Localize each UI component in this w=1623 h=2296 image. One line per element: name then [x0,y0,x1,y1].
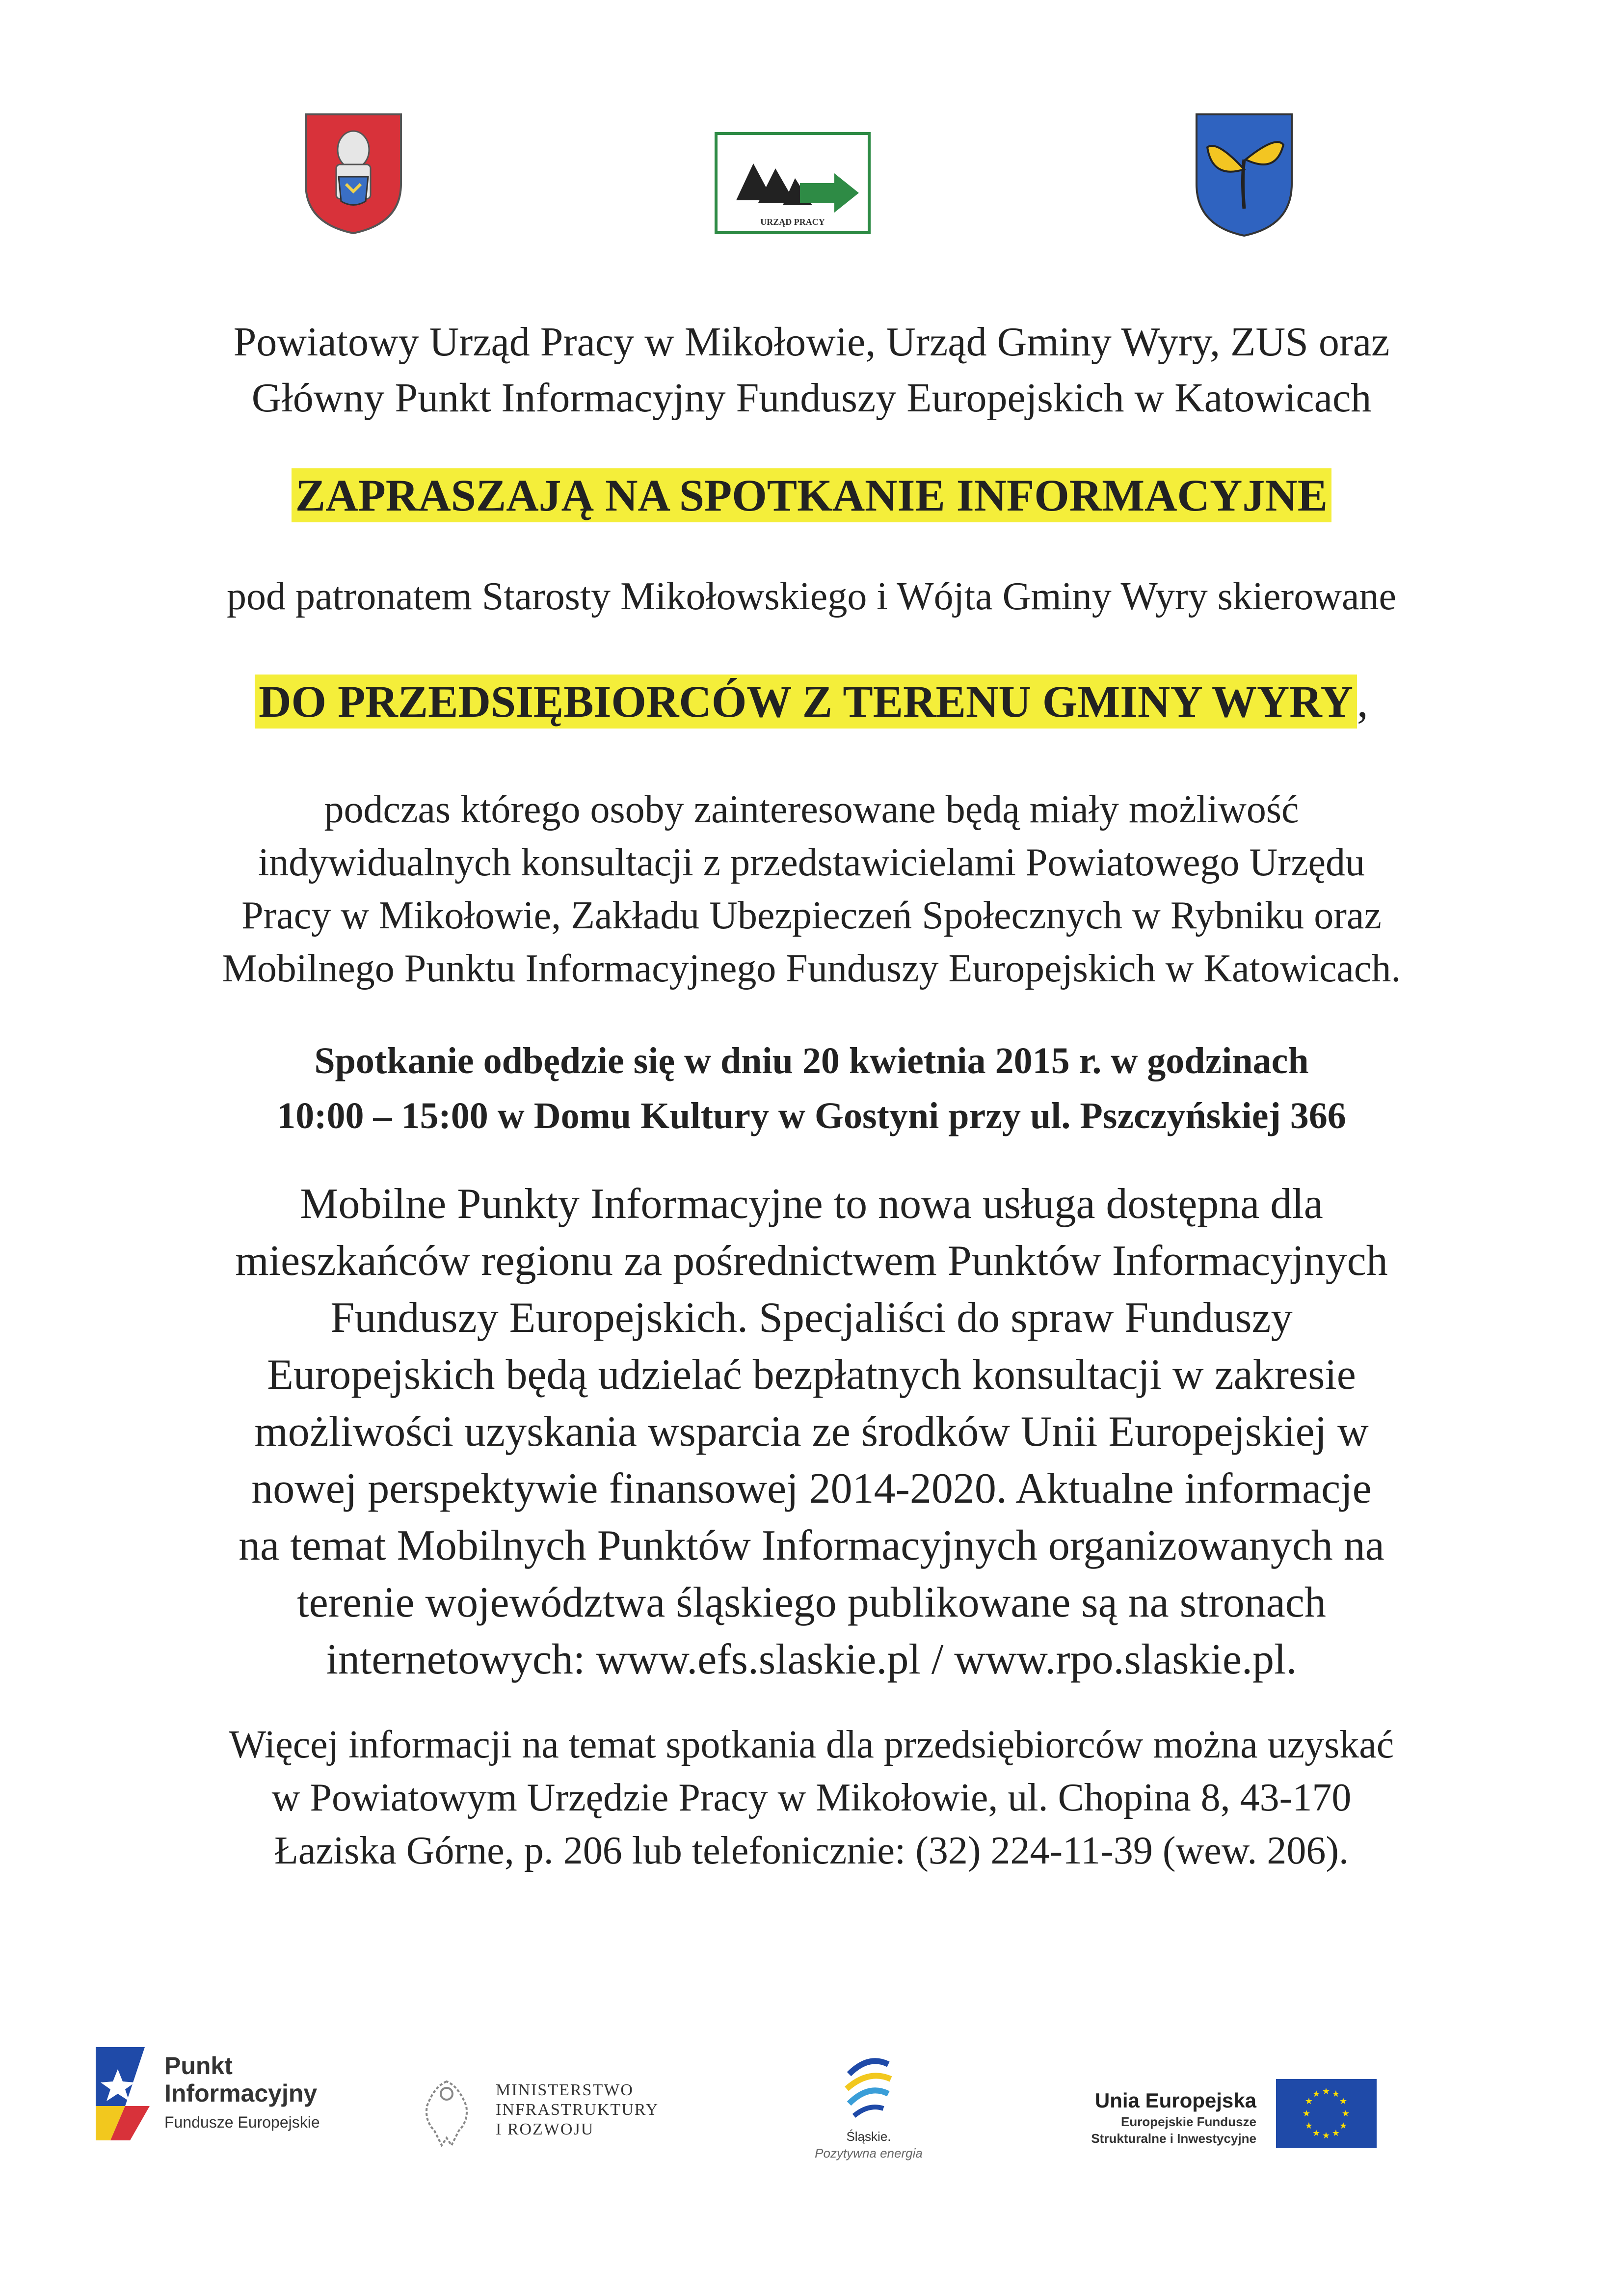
mobile-points-line: internetowych: www.efs.slaskie.pl / www.rpo.slaskie.pl. [326,1636,1297,1683]
invitation-title [0,466,1623,524]
patronage-line: pod patronatem Starosty Mikołowskiego i Wójta Gminy Wyry skierowane [227,575,1396,618]
description-line: podczas którego osoby zainteresowane będą miały możliwość [324,788,1299,831]
invitation-title-text: ZAPRASZAJĄ NA SPOTKANIE INFORMACYJNE [292,468,1331,522]
coat-of-arms-blue-icon [1193,110,1296,238]
eagle-emblem-icon [415,2072,479,2155]
svg-text:★: ★ [1339,2096,1348,2107]
ministry-name [496,2080,659,2139]
mobile-points-line: nowej perspektywie finansowej 2014-2020. Aktualne informacje [251,1465,1372,1513]
meeting-details [0,1033,1623,1143]
svg-text:★: ★ [1339,2121,1348,2131]
ministry-line1: MINISTERSTWO [496,2081,634,2099]
organizers-line: Główny Punkt Informacyjny Funduszy Europejskich w Katowicach [251,375,1372,421]
meeting-date-line: Spotkanie odbędzie się w dniu 20 kwietnia 2015 r. w godzinach [314,1040,1309,1081]
svg-text:★: ★ [1341,2108,1350,2119]
svg-text:★: ★ [1302,2108,1311,2119]
contact-line: Więcej informacji na temat spotkania dla przedsiębiorców można uzyskać [229,1723,1394,1766]
mobile-points-paragraph [0,1176,1623,1688]
mobile-points-line: mieszkańców regionu za pośrednictwem Punktów Informacyjnych [235,1237,1388,1285]
svg-text:★: ★ [1312,2128,1321,2138]
eu-line2: Europejskie Fundusze [1121,2114,1256,2129]
description-line: indywidualnych konsultacji z przedstawicielami Powiatowego Urzędu [258,841,1365,884]
description-line: Pracy w Mikołowie, Zakładu Ubezpieczeń Społecznych w Rybniku oraz [241,894,1382,937]
job-office-label: URZĄD PRACY [760,217,825,227]
svg-text:★: ★ [1331,2128,1340,2138]
mobile-points-line: Funduszy Europejskich. Specjaliści do spraw Funduszy [330,1294,1293,1342]
audience-heading [0,673,1623,730]
contact-paragraph [0,1718,1623,1877]
ministry-logo [415,2072,690,2155]
slaskie-waves-icon [839,2054,898,2123]
svg-text:★: ★ [1322,2131,1330,2141]
punkt-subtitle: Fundusze Europejskie [164,2113,320,2131]
svg-text:★: ★ [1304,2121,1313,2131]
patronage-text [0,569,1623,623]
svg-text:★: ★ [1304,2096,1313,2107]
description-line: Mobilnego Punktu Informacyjnego Funduszy Europejskich w Katowicach. [222,947,1401,990]
fe-star-icon [96,2047,155,2140]
slaskie-text [800,2128,937,2161]
eu-line3: Strukturalne i Inwestycyjne [1091,2131,1256,2146]
mobile-points-line: Europejskich będą udzielać bezpłatnych konsultacji w zakresie [267,1351,1356,1399]
punkt-line1: Punkt [164,2052,233,2080]
mobile-points-line: na temat Mobilnych Punktów Informacyjnych organizowanych na [239,1522,1384,1569]
eu-funds-logo [1045,2079,1379,2167]
punkt-informacyjny-logo [96,2047,371,2145]
job-office-logo [714,132,871,235]
organizers-paragraph [0,314,1623,426]
eu-text [1045,2088,1256,2147]
eu-line1: Unia Europejska [1094,2089,1256,2112]
svg-text:★: ★ [1312,2089,1321,2099]
slaskie-logo [800,2054,937,2170]
punkt-line2: Informacyjny [164,2080,318,2107]
meeting-place-line: 10:00 – 15:00 w Domu Kultury w Gostyni przy ul. Pszczyńskiej 366 [277,1095,1346,1136]
contact-line: w Powiatowym Urzędzie Pracy w Mikołowie, ul. Chopina 8, 43-170 [271,1776,1352,1819]
svg-text:★: ★ [1322,2086,1330,2097]
ministry-line2: INFRASTRUKTURY [496,2101,659,2119]
organizers-line: Powiatowy Urząd Pracy w Mikołowie, Urząd Gminy Wyry, ZUS oraz [233,319,1390,365]
punkt-title [164,2052,317,2107]
contact-line: Łaziska Górne, p. 206 lub telefonicznie: (32) 224-11-39 (wew. 206). [274,1829,1349,1872]
mobile-points-line: możliwości uzyskania wsparcia ze środków Unii Europejskiej w [254,1408,1369,1456]
description-paragraph [0,783,1623,995]
slaskie-line1: Śląskie. [846,2129,891,2144]
coat-of-arms-red-icon [302,110,405,236]
audience-heading-comma: , [1357,676,1368,727]
svg-text:★: ★ [1331,2089,1340,2099]
ministry-line3: I ROZWOJU [496,2120,594,2138]
eu-flag-icon [1276,2079,1377,2148]
slaskie-line2: Pozytywna energia [815,2146,923,2161]
mobile-points-line: terenie województwa śląskiego publikowane są na stronach [297,1579,1326,1626]
mobile-points-line: Mobilne Punkty Informacyjne to nowa usługa dostępna dla [300,1180,1323,1228]
audience-heading-text: DO PRZEDSIĘBIORCÓW Z TERENU GMINY WYRY [255,675,1357,729]
